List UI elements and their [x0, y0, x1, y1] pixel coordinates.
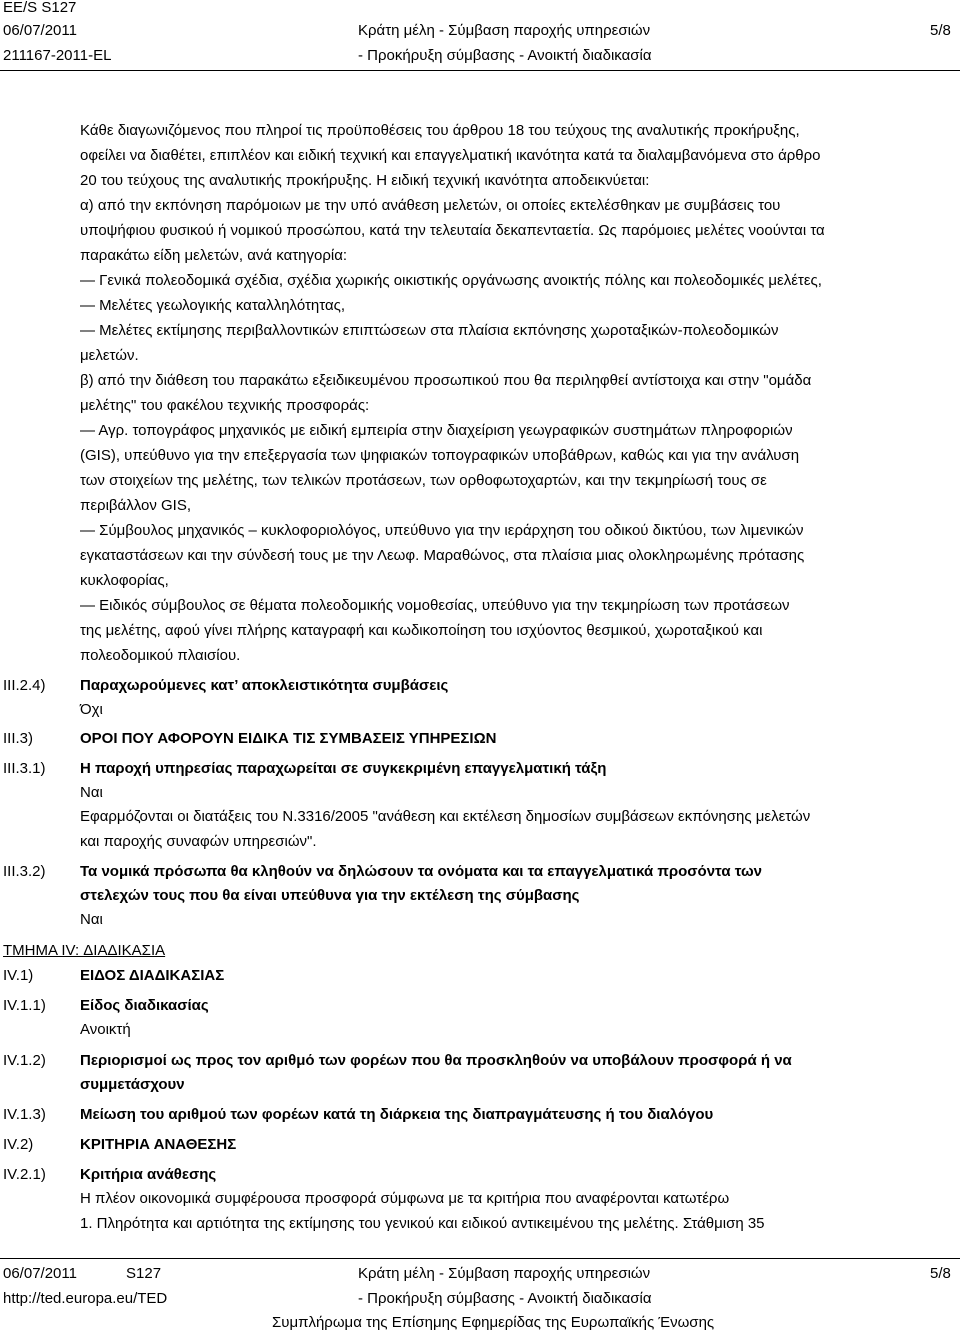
- section-title: Μείωση του αριθμού των φορέων κατά τη διάρκεια της διαπραγμάτευσης ή του διαλόγου: [80, 1106, 714, 1123]
- text-line: — Ειδικός σύμβουλος σε θέματα πολεοδομικής νομοθεσίας, υπεύθυνο για την τεκμηρίωση των προτάσεων: [80, 597, 790, 614]
- section-text: Η πλέον οικονομικά συμφέρουσα προσφορά σύμφωνα με τα κριτήρια που αναφέρονται κατωτέρω: [80, 1190, 730, 1207]
- text-line: 20 του τεύχους της αναλυτικής προκήρυξης. Η ειδική τεχνική ικανότητα αποδεικνύεται:: [80, 172, 650, 189]
- section-title: Τα νομικά πρόσωπα θα κληθούν να δηλώσουν τα ονόματα και τα επαγγελματικά προσόντα των: [80, 863, 763, 880]
- text-line: της μελέτης, αφού γίνει πλήρης καταγραφή και κωδικοποίηση του ισχύοντος θεσμικού, χωροταξικού και: [80, 622, 763, 639]
- text-line: — Μελέτες εκτίμησης περιβαλλοντικών επιπτώσεων στα πλαίσια εκπόνησης χωροταξικών-πολεοδομικών: [80, 322, 779, 339]
- section-value: Όχι: [80, 701, 103, 718]
- text-line: (GIS), υπεύθυνο για την επεξεργασία των ψηφιακών τοπογραφικών υποβάθρων, καθώς και για την ανάλυση: [80, 447, 800, 464]
- section-number: IV.1.2): [3, 1052, 46, 1069]
- text-line: οφείλει να διαθέτει, επιπλέον και ειδική τεχνική και επαγγελματική ικανότητα κατά τα διαλαμβανόμενα στο άρθρο: [80, 147, 821, 164]
- section-number: IV.1.3): [3, 1106, 46, 1123]
- section-text: 1. Πληρότητα και αρτιότητα της εκτίμησης του γενικού και ειδικού αντικειμένου της μελέτης. Στάθμιση 35: [80, 1215, 765, 1232]
- header-divider: [0, 70, 960, 71]
- section-number: III.3.2): [3, 863, 46, 880]
- footer-title-1: Κράτη μέλη - Σύμβαση παροχής υπηρεσιών: [358, 1265, 651, 1282]
- footer-url: http://ted.europa.eu/TED: [3, 1290, 168, 1307]
- text-line: Κάθε διαγωνιζόμενος που πληροί τις προϋποθέσεις του άρθρου 18 του τεύχους της αναλυτικής προκήρυξης,: [80, 122, 800, 139]
- section-title: συμμετάσχουν: [80, 1076, 185, 1093]
- footer-page-number: 5/8: [930, 1265, 951, 1282]
- text-line: — Μελέτες γεωλογικής καταλληλότητας,: [80, 297, 346, 314]
- part-iv-title: ΤΜΗΜΑ IV: ΔΙΑΔΙΚΑΣΙΑ: [3, 942, 166, 959]
- footer-date: 06/07/2011: [3, 1265, 77, 1282]
- text-line: υποψήφιου φυσικού ή νομικού προσώπου, κατά την τελευταία δεκαπενταετία. Ως παρόμοιες μελέτες νοούνται τα: [80, 222, 825, 239]
- footer-title-2: - Προκήρυξη σύμβασης - Ανοικτή διαδικασία: [358, 1290, 652, 1307]
- header-date: 06/07/2011: [3, 22, 77, 39]
- section-title: Κριτήρια ανάθεσης: [80, 1166, 217, 1183]
- notice-id: 211167-2011-EL: [3, 47, 112, 64]
- header-title-2: - Προκήρυξη σύμβασης - Ανοικτή διαδικασία: [358, 47, 652, 64]
- section-note: και παροχής συναφών υπηρεσιών".: [80, 833, 317, 850]
- text-line: α) από την εκπόνηση παρόμοιων με την υπό ανάθεση μελετών, οι οποίες εκτελέσθηκαν με συμβάσεις του: [80, 197, 781, 214]
- section-title: Είδος διαδικασίας: [80, 997, 209, 1014]
- section-number: IV.2): [3, 1136, 34, 1153]
- text-line: β) από την διάθεση του παρακάτω εξειδικευμένου προσωπικού που θα περιληφθεί αντίστοιχα και στην "ομάδα: [80, 372, 812, 389]
- section-number: IV.1.1): [3, 997, 46, 1014]
- section-note: Εφαρμόζονται οι διατάξεις του Ν.3316/2005 "ανάθεση και εκτέλεση δημοσίων συμβάσεων εκπόνησης μελετών: [80, 808, 811, 825]
- header-page-number: 5/8: [930, 22, 951, 39]
- section-value: Ναι: [80, 911, 103, 928]
- header-title-1: Κράτη μέλη - Σύμβαση παροχής υπηρεσιών: [358, 22, 651, 39]
- footer-series: S127: [126, 1265, 162, 1282]
- footer-divider: [0, 1258, 960, 1259]
- section-title: ΕΙΔΟΣ ΔΙΑΔΙΚΑΣΙΑΣ: [80, 967, 225, 984]
- section-number: III.3.1): [3, 760, 46, 777]
- section-title: ΚΡΙΤΗΡΙΑ ΑΝΑΘΕΣΗΣ: [80, 1136, 237, 1153]
- text-line: — Σύμβουλος μηχανικός – κυκλοφοριολόγος, υπεύθυνο για την ιεράρχηση του οδικού δικτύου, των λιμενικών: [80, 522, 804, 539]
- text-line: κυκλοφορίας,: [80, 572, 169, 589]
- section-number: IV.2.1): [3, 1166, 46, 1183]
- section-number: III.3): [3, 730, 34, 747]
- doc-id: EE/S S127: [3, 0, 77, 16]
- text-line: εγκαταστάσεων και την σύνδεσή τους με την Λεωφ. Μαραθώνος, στα πλαίσια μιας ολοκληρωμένης πρότασης: [80, 547, 805, 564]
- section-title: στελεχών τους που θα είναι υπεύθυνα για την εκτέλεση της σύμβασης: [80, 887, 580, 904]
- section-title: ΟΡΟΙ ΠΟΥ ΑΦΟΡΟΥΝ ΕΙΔΙΚΑ ΤΙΣ ΣΥΜΒΑΣΕΙΣ ΥΠΗΡΕΣΙΩΝ: [80, 730, 497, 747]
- text-line: — Γενικά πολεοδομικά σχέδια, σχέδια χωρικής οικιστικής οργάνωσης ανοικτής πόλης και πολεοδομικές μελέτες,: [80, 272, 822, 289]
- text-line: περιβάλλον GIS,: [80, 497, 191, 514]
- section-value: Ανοικτή: [80, 1021, 131, 1038]
- text-line: μελετών.: [80, 347, 139, 364]
- section-number: III.2.4): [3, 677, 46, 694]
- section-title: Παραχωρούμενες κατ’ αποκλειστικότητα συμβάσεις: [80, 677, 449, 694]
- text-line: μελέτης" του φακέλου τεχνικής προσφοράς:: [80, 397, 370, 414]
- text-line: των στοιχείων της μελέτης, των τελικών προτάσεων, των ορθοφωτοχαρτών, και την τεκμηρίωσή τους σε: [80, 472, 767, 489]
- section-title: Η παροχή υπηρεσίας παραχωρείται σε συγκεκριμένη επαγγελματική τάξη: [80, 760, 607, 777]
- text-line: παρακάτω είδη μελετών, ανά κατηγορία:: [80, 247, 348, 264]
- text-line: — Αγρ. τοπογράφος μηχανικός με ειδική εμπειρία στην διαχείριση γεωγραφικών συστημάτων πληροφοριών: [80, 422, 793, 439]
- section-number: IV.1): [3, 967, 34, 984]
- text-line: πολεοδομικού πλαισίου.: [80, 647, 241, 664]
- footer-title-3: Συμπλήρωμα της Επίσημης Εφημερίδας της Ευρωπαϊκής Ένωσης: [272, 1314, 715, 1331]
- section-title: Περιορισμοί ως προς τον αριθμό των φορέων που θα προσκληθούν να υποβάλουν προσφορά ή να: [80, 1052, 792, 1069]
- section-value: Ναι: [80, 784, 103, 801]
